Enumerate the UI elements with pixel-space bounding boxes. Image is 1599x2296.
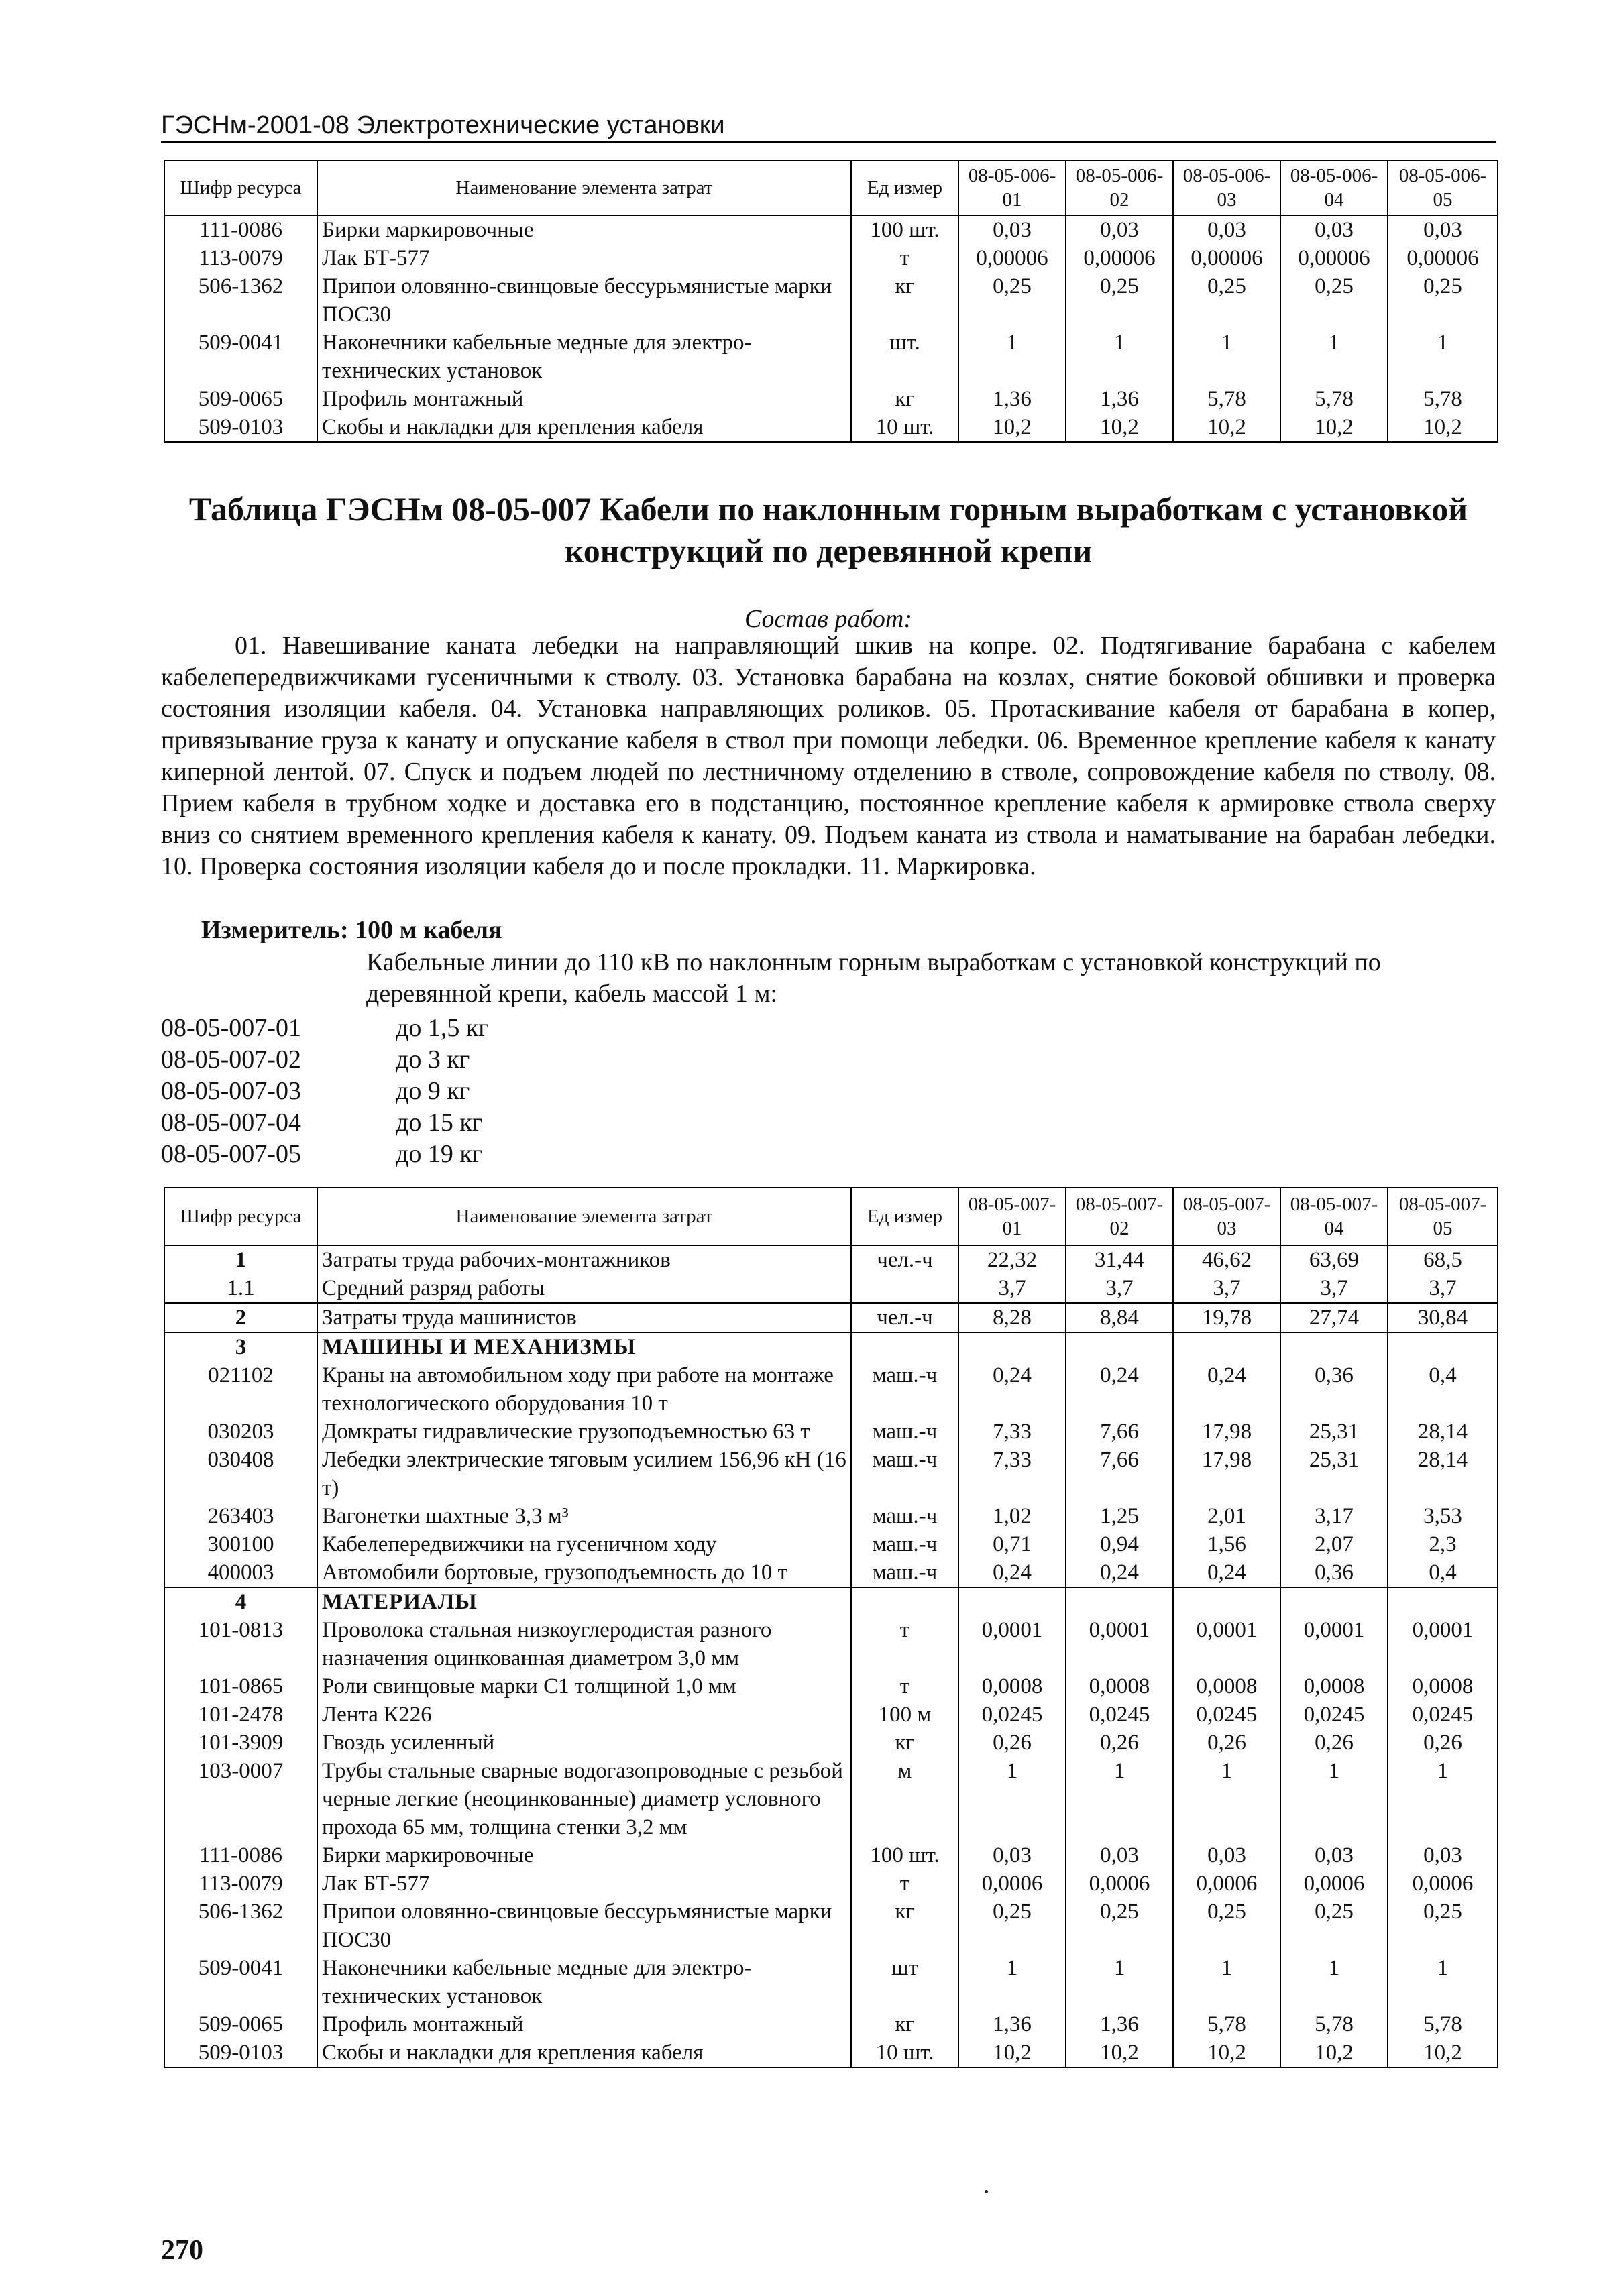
resource-value: 0,26 xyxy=(1280,1729,1388,1757)
resource-code: 509-0065 xyxy=(164,385,317,413)
resource-value: 0,0001 xyxy=(1066,1616,1173,1672)
resource-value xyxy=(958,1587,1066,1616)
resource-value: 7,33 xyxy=(958,1446,1066,1502)
resource-unit: т xyxy=(851,244,958,272)
variant-row xyxy=(161,1044,489,1076)
resource-value: 0,00006 xyxy=(958,244,1066,272)
resource-value: 1 xyxy=(958,1954,1066,2010)
resource-value: 22,32 xyxy=(958,1245,1066,1274)
resource-value: 0,03 xyxy=(958,1841,1066,1870)
resource-value: 0,03 xyxy=(1066,215,1173,244)
table-row xyxy=(164,215,1498,244)
resource-value xyxy=(1388,1587,1498,1616)
resource-value: 3,7 xyxy=(1388,1274,1498,1303)
column-header: Наименование элемента затрат xyxy=(317,160,851,215)
resource-value: 10,2 xyxy=(1280,413,1388,442)
resource-name: Бирки маркировочные xyxy=(317,215,851,244)
resource-code: 509-0041 xyxy=(164,329,317,385)
resource-name: Роли свинцовые марки С1 толщиной 1,0 мм xyxy=(317,1672,851,1701)
table-row xyxy=(164,1616,1498,1672)
resource-code: 506-1362 xyxy=(164,272,317,329)
resource-table-08-05-007 xyxy=(164,1187,1498,2068)
column-header: 08-05-006-02 xyxy=(1066,160,1173,215)
table-row xyxy=(164,1361,1498,1418)
resource-name: Затраты труда машинистов xyxy=(317,1303,851,1332)
resource-value: 0,24 xyxy=(1066,1361,1173,1418)
resource-value: 0,0001 xyxy=(958,1616,1066,1672)
resource-value: 0,24 xyxy=(958,1361,1066,1418)
resource-name: Припои оловянно-свинцовые бессурьмянистые марки ПОС30 xyxy=(317,272,851,329)
resource-name: Трубы стальные сварные водогазопроводные с резьбой черные легкие (неоцинкованные) диаметр условного прохода 65 мм, толщина стенки 3,2 мм xyxy=(317,1757,851,1841)
table-row xyxy=(164,1954,1498,2010)
table-row xyxy=(164,1446,1498,1502)
table-row xyxy=(164,1757,1498,1841)
resource-unit: чел.-ч xyxy=(851,1245,958,1274)
column-header: 08-05-006-03 xyxy=(1173,160,1280,215)
resource-value: 0,03 xyxy=(1066,1841,1173,1870)
resource-value: 0,03 xyxy=(1173,1841,1280,1870)
resource-value: 1,36 xyxy=(1066,385,1173,413)
resource-value: 0,0006 xyxy=(1388,1870,1498,1898)
resource-value: 0,03 xyxy=(958,215,1066,244)
resource-code: 113-0079 xyxy=(164,244,317,272)
resource-value: 1 xyxy=(958,1757,1066,1841)
resource-value: 5,78 xyxy=(1173,2010,1280,2039)
resource-value: 0,0008 xyxy=(1388,1672,1498,1701)
table-row xyxy=(164,1245,1498,1274)
variant-row xyxy=(161,1013,489,1044)
resource-value: 0,00006 xyxy=(1388,244,1498,272)
resource-value: 5,78 xyxy=(1280,2010,1388,2039)
variant-label: до 9 кг xyxy=(396,1077,470,1105)
resource-unit: маш.-ч xyxy=(851,1418,958,1446)
resource-value: 0,25 xyxy=(1388,272,1498,329)
resource-value: 0,25 xyxy=(958,1898,1066,1954)
work-composition-heading: Состав работ: xyxy=(744,605,913,633)
resource-name: Затраты труда рабочих-монтажников xyxy=(317,1245,851,1274)
resource-value: 10,2 xyxy=(1066,2039,1173,2067)
resource-code: 509-0103 xyxy=(164,413,317,442)
resource-value: 10,2 xyxy=(1173,413,1280,442)
resource-value: 0,0006 xyxy=(1280,1870,1388,1898)
column-header: Шифр ресурса xyxy=(164,1188,317,1245)
resource-value: 0,0001 xyxy=(1280,1616,1388,1672)
resource-value: 8,84 xyxy=(1066,1303,1173,1332)
resource-value: 1 xyxy=(1066,329,1173,385)
resource-unit: кг xyxy=(851,1729,958,1757)
resource-unit: кг xyxy=(851,1898,958,1954)
variant-code: 08-05-007-04 xyxy=(161,1108,301,1137)
resource-value: 0,25 xyxy=(1280,1898,1388,1954)
resource-value: 5,78 xyxy=(1388,385,1498,413)
resource-name: Наконечники кабельные медные для электро-технических установок xyxy=(317,329,851,385)
table-body xyxy=(164,1245,1498,2067)
resource-value: 0,03 xyxy=(1388,215,1498,244)
resource-unit: кг xyxy=(851,385,958,413)
resource-name: Припои оловянно-свинцовые бессурьмянистые марки ПОС30 xyxy=(317,1898,851,1954)
resource-code: 030408 xyxy=(164,1446,317,1502)
resource-value: 1,56 xyxy=(1173,1530,1280,1558)
resource-value: 1 xyxy=(1173,1757,1280,1841)
resource-value: 10,2 xyxy=(958,2039,1066,2067)
table-row xyxy=(164,329,1498,385)
resource-unit: маш.-ч xyxy=(851,1502,958,1530)
resource-value: 5,78 xyxy=(1388,2010,1498,2039)
variant-list xyxy=(161,1013,489,1170)
resource-value: 0,25 xyxy=(1066,272,1173,329)
resource-value: 0,24 xyxy=(958,1558,1066,1587)
column-header: 08-05-007-01 xyxy=(958,1188,1066,1245)
variant-label: до 3 кг xyxy=(396,1045,470,1074)
column-header: 08-05-006-04 xyxy=(1280,160,1388,215)
resource-value: 0,36 xyxy=(1280,1361,1388,1418)
resource-value: 0,00006 xyxy=(1173,244,1280,272)
resource-code: 1 xyxy=(164,1245,317,1274)
variant-code: 08-05-007-03 xyxy=(161,1077,301,1105)
column-header: Шифр ресурса xyxy=(164,160,317,215)
variant-label: до 19 кг xyxy=(396,1140,483,1168)
resource-value: 0,0245 xyxy=(1388,1701,1498,1729)
resource-value: 19,78 xyxy=(1173,1303,1280,1332)
table-row xyxy=(164,244,1498,272)
resource-value xyxy=(1066,1587,1173,1616)
resource-unit: шт xyxy=(851,1954,958,2010)
resource-code: 113-0079 xyxy=(164,1870,317,1898)
table-title: Таблица ГЭСНм 08-05-007 Кабели по наклонным горным выработкам с установкой конструкций по деревянной крепи xyxy=(188,490,1468,569)
resource-value: 1 xyxy=(1388,329,1498,385)
measure-unit: Измеритель: 100 м кабеля xyxy=(201,916,502,944)
resource-value xyxy=(1388,1332,1498,1361)
resource-value: 0,25 xyxy=(1173,1898,1280,1954)
resource-name: Лента К226 xyxy=(317,1701,851,1729)
resource-unit xyxy=(851,1274,958,1303)
header-rule xyxy=(161,141,1496,143)
resource-value: 7,66 xyxy=(1066,1446,1173,1502)
resource-value: 0,03 xyxy=(1173,215,1280,244)
resource-code: 3 xyxy=(164,1332,317,1361)
table-row xyxy=(164,1898,1498,1954)
resource-name: Средний разряд работы xyxy=(317,1274,851,1303)
column-header: 08-05-006-01 xyxy=(958,160,1066,215)
resource-name: Лебедки электрические тяговым усилием 156,96 кН (16 т) xyxy=(317,1446,851,1502)
resource-value: 5,78 xyxy=(1280,385,1388,413)
resource-name: Домкраты гидравлические грузоподъемностью 63 т xyxy=(317,1418,851,1446)
resource-unit: 100 шт. xyxy=(851,1841,958,1870)
resource-value: 2,3 xyxy=(1388,1530,1498,1558)
resource-value: 0,25 xyxy=(1388,1898,1498,1954)
resource-value: 1 xyxy=(1388,1757,1498,1841)
resource-unit: 100 шт. xyxy=(851,215,958,244)
resource-value: 1,36 xyxy=(958,2010,1066,2039)
table-row xyxy=(164,1558,1498,1587)
resource-value: 1 xyxy=(1173,1954,1280,2010)
resource-value: 7,66 xyxy=(1066,1418,1173,1446)
resource-code: 101-3909 xyxy=(164,1729,317,1757)
resource-unit: маш.-ч xyxy=(851,1558,958,1587)
resource-value xyxy=(958,1332,1066,1361)
column-header: 08-05-007-04 xyxy=(1280,1188,1388,1245)
resource-code: 300100 xyxy=(164,1530,317,1558)
column-header: Ед измер xyxy=(851,160,958,215)
resource-value: 8,28 xyxy=(958,1303,1066,1332)
table-row xyxy=(164,1332,1498,1361)
resource-code: 101-2478 xyxy=(164,1701,317,1729)
variant-code: 08-05-007-02 xyxy=(161,1045,301,1074)
resource-value: 3,7 xyxy=(958,1274,1066,1303)
resource-value: 1 xyxy=(958,329,1066,385)
table-row xyxy=(164,1870,1498,1898)
column-header: 08-05-007-05 xyxy=(1388,1188,1498,1245)
resource-value: 1 xyxy=(1173,329,1280,385)
resource-value: 0,25 xyxy=(1066,1898,1173,1954)
resource-value: 0,03 xyxy=(1388,1841,1498,1870)
resource-unit: маш.-ч xyxy=(851,1446,958,1502)
resource-value: 0,4 xyxy=(1388,1361,1498,1418)
table-row xyxy=(164,1701,1498,1729)
resource-code: 103-0007 xyxy=(164,1757,317,1841)
resource-value: 1,25 xyxy=(1066,1502,1173,1530)
resource-name: Лак БТ-577 xyxy=(317,1870,851,1898)
resource-value: 0,24 xyxy=(1173,1361,1280,1418)
resource-value: 63,69 xyxy=(1280,1245,1388,1274)
resource-unit: 10 шт. xyxy=(851,2039,958,2067)
variant-row xyxy=(161,1139,489,1170)
resource-unit: т xyxy=(851,1870,958,1898)
variant-code: 08-05-007-01 xyxy=(161,1014,301,1042)
table-row xyxy=(164,1841,1498,1870)
resource-value: 3,7 xyxy=(1173,1274,1280,1303)
resource-code: 021102 xyxy=(164,1361,317,1418)
resource-value: 27,74 xyxy=(1280,1303,1388,1332)
resource-name: Лак БТ-577 xyxy=(317,244,851,272)
resource-value: 0,0006 xyxy=(1066,1870,1173,1898)
table-row xyxy=(164,1587,1498,1616)
resource-value: 1 xyxy=(1066,1757,1173,1841)
resource-value: 0,0245 xyxy=(1280,1701,1388,1729)
resource-value xyxy=(1173,1587,1280,1616)
resource-unit: шт. xyxy=(851,329,958,385)
resource-value: 28,14 xyxy=(1388,1446,1498,1502)
table-row xyxy=(164,413,1498,442)
resource-value: 1 xyxy=(1388,1954,1498,2010)
resource-name: Наконечники кабельные медные для электро-технических установок xyxy=(317,1954,851,2010)
resource-unit: 10 шт. xyxy=(851,413,958,442)
table-row xyxy=(164,2010,1498,2039)
resource-unit: т xyxy=(851,1616,958,1672)
resource-name: МАТЕРИАЛЫ xyxy=(317,1587,851,1616)
resource-value: 2,01 xyxy=(1173,1502,1280,1530)
resource-value: 0,94 xyxy=(1066,1530,1173,1558)
resource-value: 28,14 xyxy=(1388,1418,1498,1446)
resource-value: 10,2 xyxy=(1280,2039,1388,2067)
resource-value: 0,25 xyxy=(1280,272,1388,329)
table-header xyxy=(164,1188,1498,1245)
resource-unit xyxy=(851,1587,958,1616)
resource-name: Проволока стальная низкоуглеродистая разного назначения оцинкованная диаметром 3,0 мм xyxy=(317,1616,851,1672)
resource-value: 0,03 xyxy=(1280,1841,1388,1870)
resource-value: 31,44 xyxy=(1066,1245,1173,1274)
resource-unit: м xyxy=(851,1757,958,1841)
resource-value: 1 xyxy=(1280,1757,1388,1841)
table-header xyxy=(164,160,1498,215)
resource-value: 1,36 xyxy=(958,385,1066,413)
table-row xyxy=(164,385,1498,413)
resource-code: 111-0086 xyxy=(164,215,317,244)
resource-value: 0,0008 xyxy=(1066,1672,1173,1701)
resource-value: 0,24 xyxy=(1066,1558,1173,1587)
table-row xyxy=(164,1672,1498,1701)
resource-value: 7,33 xyxy=(958,1418,1066,1446)
resource-unit: маш.-ч xyxy=(851,1530,958,1558)
resource-value: 17,98 xyxy=(1173,1446,1280,1502)
column-header: 08-05-007-02 xyxy=(1066,1188,1173,1245)
resource-value: 0,0008 xyxy=(1173,1672,1280,1701)
resource-code: 2 xyxy=(164,1303,317,1332)
scan-mark xyxy=(985,2190,988,2193)
resource-value: 0,0006 xyxy=(1173,1870,1280,1898)
resource-code: 4 xyxy=(164,1587,317,1616)
resource-value xyxy=(1173,1332,1280,1361)
resource-value: 0,26 xyxy=(1173,1729,1280,1757)
resource-value: 0,0245 xyxy=(1066,1701,1173,1729)
resource-value: 0,25 xyxy=(958,272,1066,329)
resource-value: 0,00006 xyxy=(1280,244,1388,272)
variant-intro: Кабельные линии до 110 кВ по наклонным горным выработкам с установкой конструкций по деревянной крепи, кабель массой 1 м: xyxy=(366,948,1381,1008)
resource-code: 509-0065 xyxy=(164,2010,317,2039)
resource-value: 3,7 xyxy=(1066,1274,1173,1303)
resource-name: Бирки маркировочные xyxy=(317,1841,851,1870)
resource-value xyxy=(1280,1332,1388,1361)
table-body xyxy=(164,215,1498,442)
table-row xyxy=(164,2039,1498,2067)
resource-value: 1 xyxy=(1280,1954,1388,2010)
resource-value: 0,36 xyxy=(1280,1558,1388,1587)
variant-label: до 1,5 кг xyxy=(396,1014,489,1042)
resource-name: Профиль монтажный xyxy=(317,2010,851,2039)
running-header: ГЭСНм-2001-08 Электротехнические установки xyxy=(161,111,725,139)
variant-row xyxy=(161,1107,489,1139)
resource-unit: 100 м xyxy=(851,1701,958,1729)
resource-code: 509-0103 xyxy=(164,2039,317,2067)
table-row xyxy=(164,1729,1498,1757)
resource-code: 400003 xyxy=(164,1558,317,1587)
resource-code: 101-0813 xyxy=(164,1616,317,1672)
resource-value: 0,0245 xyxy=(1173,1701,1280,1729)
resource-code: 101-0865 xyxy=(164,1672,317,1701)
resource-code: 263403 xyxy=(164,1502,317,1530)
page-number: 270 xyxy=(161,2235,203,2266)
resource-name: Автомобили бортовые, грузоподъемность до 10 т xyxy=(317,1558,851,1587)
resource-table-08-05-006 xyxy=(164,160,1498,443)
table-row xyxy=(164,1303,1498,1332)
resource-name: Кабелепередвижчики на гусеничном ходу xyxy=(317,1530,851,1558)
resource-name: Скобы и накладки для крепления кабеля xyxy=(317,2039,851,2067)
resource-unit xyxy=(851,1332,958,1361)
resource-value: 17,98 xyxy=(1173,1418,1280,1446)
resource-code: 111-0086 xyxy=(164,1841,317,1870)
resource-unit: кг xyxy=(851,272,958,329)
resource-value: 0,25 xyxy=(1173,272,1280,329)
resource-value: 10,2 xyxy=(1388,413,1498,442)
resource-value: 0,0001 xyxy=(1388,1616,1498,1672)
resource-unit: маш.-ч xyxy=(851,1361,958,1418)
resource-value: 25,31 xyxy=(1280,1418,1388,1446)
resource-value: 0,03 xyxy=(1280,215,1388,244)
resource-value: 2,07 xyxy=(1280,1530,1388,1558)
resource-code: 506-1362 xyxy=(164,1898,317,1954)
resource-name: МАШИНЫ И МЕХАНИЗМЫ xyxy=(317,1332,851,1361)
table-row xyxy=(164,1502,1498,1530)
resource-value: 10,2 xyxy=(958,413,1066,442)
resource-value: 1 xyxy=(1066,1954,1173,2010)
resource-unit: чел.-ч xyxy=(851,1303,958,1332)
resource-value: 25,31 xyxy=(1280,1446,1388,1502)
variant-code: 08-05-007-05 xyxy=(161,1140,301,1168)
column-header: 08-05-006-05 xyxy=(1388,160,1498,215)
resource-code: 509-0041 xyxy=(164,1954,317,2010)
resource-value: 0,26 xyxy=(1066,1729,1173,1757)
resource-name: Профиль монтажный xyxy=(317,385,851,413)
resource-name: Гвоздь усиленный xyxy=(317,1729,851,1757)
resource-value: 5,78 xyxy=(1173,385,1280,413)
resource-value: 1,36 xyxy=(1066,2010,1173,2039)
resource-value: 0,0006 xyxy=(958,1870,1066,1898)
column-header: 08-05-007-03 xyxy=(1173,1188,1280,1245)
resource-value: 0,0008 xyxy=(1280,1672,1388,1701)
resource-code: 030203 xyxy=(164,1418,317,1446)
resource-name: Краны на автомобильном ходу при работе на монтаже технологического оборудования 10 т xyxy=(317,1361,851,1418)
work-composition-text: 01. Навешивание каната лебедки на направляющий шкив на копре. 02. Подтягивание барабана с кабелем кабелепередвижчиками гусеничными к стволу. 03. Установка барабана на козлах, снятие боковой обшивки и проверка состояния изоляции кабеля. 04. Установка направляющих роликов. 05. Протаскивание кабеля от барабана в копер, привязывание груза к канату и опускание кабеля в ствол при помощи лебедки. 06. Временное крепление кабеля к канату киперной лентой. 07. Спуск и подъем людей по лестничному отделению в стволе, сопровождение кабеля по стволу. 08. Прием кабеля в трубном ходке и доставка его в подстанцию, постоянное крепление кабеля к армировке ствола сверху вниз со снятием временного крепления кабеля к канату. 09. Подъем каната из ствола и наматывание на барабан лебедки. 10. Проверка состояния изоляции кабеля до и после прокладки. 11. Маркировка. xyxy=(161,632,1496,880)
resource-value: 46,62 xyxy=(1173,1245,1280,1274)
resource-value: 0,0245 xyxy=(958,1701,1066,1729)
resource-value: 0,4 xyxy=(1388,1558,1498,1587)
resource-value: 0,24 xyxy=(1173,1558,1280,1587)
resource-value xyxy=(1066,1332,1173,1361)
resource-unit: т xyxy=(851,1672,958,1701)
resource-name: Вагонетки шахтные 3,3 м³ xyxy=(317,1502,851,1530)
table-row xyxy=(164,272,1498,329)
table-row xyxy=(164,1418,1498,1446)
table-row xyxy=(164,1530,1498,1558)
resource-value: 3,7 xyxy=(1280,1274,1388,1303)
resource-value: 0,71 xyxy=(958,1530,1066,1558)
resource-code: 1.1 xyxy=(164,1274,317,1303)
resource-value: 0,0008 xyxy=(958,1672,1066,1701)
table-row xyxy=(164,1274,1498,1303)
resource-value: 0,26 xyxy=(1388,1729,1498,1757)
variant-label: до 15 кг xyxy=(396,1108,483,1137)
resource-value: 68,5 xyxy=(1388,1245,1498,1274)
resource-unit: кг xyxy=(851,2010,958,2039)
column-header: Наименование элемента затрат xyxy=(317,1188,851,1245)
resource-value: 0,0001 xyxy=(1173,1616,1280,1672)
resource-value: 0,00006 xyxy=(1066,244,1173,272)
resource-value: 1,02 xyxy=(958,1502,1066,1530)
resource-value: 1 xyxy=(1280,329,1388,385)
resource-value: 30,84 xyxy=(1388,1303,1498,1332)
resource-value xyxy=(1280,1587,1388,1616)
column-header: Ед измер xyxy=(851,1188,958,1245)
resource-value: 3,17 xyxy=(1280,1502,1388,1530)
resource-value: 0,26 xyxy=(958,1729,1066,1757)
resource-name: Скобы и накладки для крепления кабеля xyxy=(317,413,851,442)
resource-value: 10,2 xyxy=(1388,2039,1498,2067)
resource-value: 3,53 xyxy=(1388,1502,1498,1530)
resource-value: 10,2 xyxy=(1173,2039,1280,2067)
resource-value: 10,2 xyxy=(1066,413,1173,442)
variant-row xyxy=(161,1076,489,1107)
